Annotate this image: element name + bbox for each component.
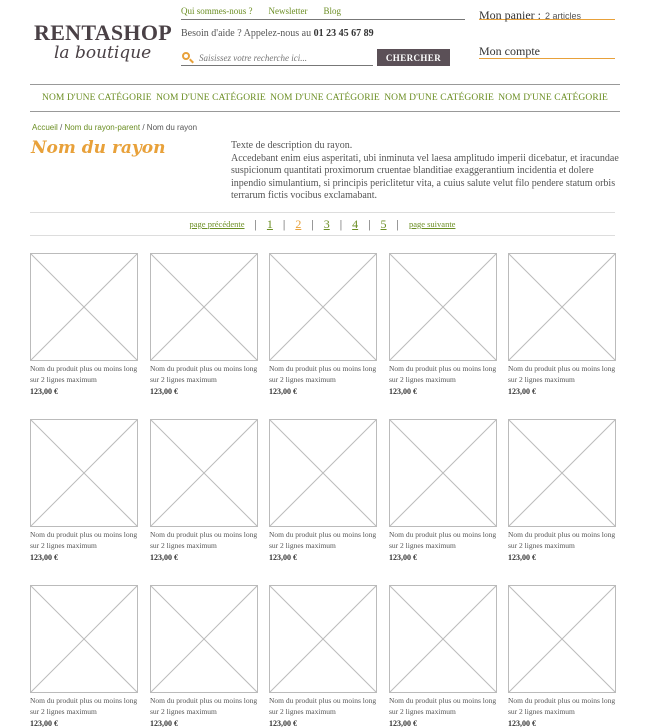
product-card[interactable] [30, 253, 138, 396]
product-card[interactable] [508, 585, 616, 728]
product-price: 123,00 € [508, 719, 536, 728]
product-card[interactable] [30, 419, 138, 562]
product-name[interactable]: Nom du produit plus ou moins long sur 2 lignes maximum [389, 696, 497, 716]
description-body: Accedebant enim eius asperitati, ubi inminuta vel laesa amplitudo imperii dicebatur, et iracundae suspicionum quantitati proximorum cruentae blanditiae exaggerantium incidentia et dolere inpendio simulantium, si principis periclitetur vita, a cuius salute velut filo pendere statum orbis terrarum fictis vocibus exclamabant. [231, 152, 619, 201]
nav-category-5[interactable]: NOM D'UNE CATÉGORIE [498, 93, 608, 103]
product-price: 123,00 € [269, 387, 297, 396]
logo-sub-text: la boutique [54, 43, 152, 63]
product-name[interactable]: Nom du produit plus ou moins long sur 2 lignes maximum [389, 364, 497, 384]
product-price: 123,00 € [150, 719, 178, 728]
cart-title: Mon panier : [479, 8, 541, 22]
product-image-placeholder[interactable] [508, 253, 616, 361]
pagination-page-3[interactable]: 3 [323, 216, 330, 231]
product-price: 123,00 € [508, 553, 536, 562]
top-links [181, 6, 465, 20]
product-image-placeholder[interactable] [30, 419, 138, 527]
pagination [30, 212, 615, 236]
product-image-placeholder[interactable] [150, 253, 258, 361]
pagination-page-1[interactable]: 1 [266, 216, 273, 231]
pagination-page-4[interactable]: 4 [352, 216, 359, 231]
product-name[interactable]: Nom du produit plus ou moins long sur 2 lignes maximum [150, 530, 258, 550]
pagination-separator: | [368, 216, 371, 231]
help-text: Besoin d'aide ? Appelez-nous au [181, 28, 312, 39]
product-image-placeholder[interactable] [389, 253, 497, 361]
category-nav [30, 84, 620, 112]
description-heading: Texte de description du rayon. [231, 140, 353, 151]
logo-main-text: RENTASHOP [34, 20, 172, 45]
product-price: 123,00 € [269, 719, 297, 728]
product-name[interactable]: Nom du produit plus ou moins long sur 2 lignes maximum [269, 364, 377, 384]
help-line [181, 28, 374, 39]
category-description [231, 140, 619, 203]
product-image-placeholder[interactable] [508, 585, 616, 693]
pagination-prev[interactable]: page précédente [189, 219, 245, 229]
pagination-separator: | [311, 216, 314, 231]
breadcrumb-parent[interactable]: Nom du rayon-parent [64, 123, 141, 132]
product-image-placeholder[interactable] [150, 419, 258, 527]
product-card[interactable] [150, 585, 258, 728]
nav-category-1[interactable]: NOM D'UNE CATÉGORIE [42, 93, 152, 103]
product-card[interactable] [150, 253, 258, 396]
pagination-separator: | [339, 216, 343, 231]
product-image-placeholder[interactable] [508, 419, 616, 527]
product-name[interactable]: Nom du produit plus ou moins long sur 2 lignes maximum [150, 696, 258, 716]
product-card[interactable] [269, 585, 377, 728]
product-image-placeholder[interactable] [389, 585, 497, 693]
nav-category-3[interactable]: NOM D'UNE CATÉGORIE [270, 93, 380, 103]
breadcrumb-separator: / [60, 123, 63, 132]
product-price: 123,00 € [150, 387, 178, 396]
pagination-separator: | [282, 216, 286, 231]
pagination-separator: | [396, 216, 399, 231]
product-name[interactable]: Nom du produit plus ou moins long sur 2 lignes maximum [30, 530, 138, 550]
product-name[interactable]: Nom du produit plus ou moins long sur 2 lignes maximum [269, 530, 377, 550]
product-image-placeholder[interactable] [269, 585, 377, 693]
product-card[interactable] [508, 419, 616, 562]
product-name[interactable]: Nom du produit plus ou moins long sur 2 lignes maximum [30, 364, 138, 384]
product-card[interactable] [269, 253, 377, 396]
product-name[interactable]: Nom du produit plus ou moins long sur 2 lignes maximum [30, 696, 138, 716]
product-name[interactable]: Nom du produit plus ou moins long sur 2 lignes maximum [150, 364, 258, 384]
product-price: 123,00 € [30, 387, 58, 396]
pagination-page-5[interactable]: 5 [380, 216, 387, 231]
search-icon [181, 51, 195, 65]
breadcrumb [32, 123, 197, 132]
product-card[interactable] [508, 253, 616, 396]
pagination-next[interactable]: page suivante [408, 219, 456, 229]
pagination-page-2[interactable]: 2 [295, 216, 302, 231]
product-card[interactable] [30, 585, 138, 728]
product-price: 123,00 € [150, 553, 178, 562]
link-newsletter[interactable]: Newsletter [268, 6, 308, 16]
product-name[interactable]: Nom du produit plus ou moins long sur 2 lignes maximum [389, 530, 497, 550]
product-card[interactable] [389, 585, 497, 728]
product-price: 123,00 € [389, 719, 417, 728]
account-link[interactable]: Mon compte [479, 44, 615, 59]
link-about[interactable]: Qui sommes-nous ? [181, 6, 253, 16]
product-price: 123,00 € [508, 387, 536, 396]
product-name[interactable]: Nom du produit plus ou moins long sur 2 lignes maximum [508, 364, 616, 384]
page-title: Nom du rayon [31, 138, 166, 158]
product-price: 123,00 € [269, 553, 297, 562]
logo[interactable] [34, 20, 172, 63]
product-name[interactable]: Nom du produit plus ou moins long sur 2 lignes maximum [269, 696, 377, 716]
product-name[interactable]: Nom du produit plus ou moins long sur 2 lignes maximum [508, 696, 616, 716]
breadcrumb-home[interactable]: Accueil [32, 123, 58, 132]
product-name[interactable]: Nom du produit plus ou moins long sur 2 lignes maximum [508, 530, 616, 550]
nav-category-2[interactable]: NOM D'UNE CATÉGORIE [156, 93, 266, 103]
search-button[interactable]: CHERCHER [377, 49, 450, 66]
search-bar [181, 50, 373, 66]
product-card[interactable] [150, 419, 258, 562]
help-phone: 01 23 45 67 89 [313, 28, 374, 39]
pagination-separator: | [254, 216, 257, 231]
product-card[interactable] [389, 253, 497, 396]
nav-category-4[interactable]: NOM D'UNE CATÉGORIE [384, 93, 494, 103]
product-image-placeholder[interactable] [269, 419, 377, 527]
product-price: 123,00 € [389, 553, 417, 562]
product-image-placeholder[interactable] [150, 585, 258, 693]
search-input[interactable] [199, 53, 369, 63]
cart[interactable] [479, 6, 615, 20]
product-image-placeholder[interactable] [389, 419, 497, 527]
breadcrumb-separator: / [142, 123, 145, 132]
product-price: 123,00 € [30, 719, 58, 728]
product-card[interactable] [269, 419, 377, 562]
cart-count: 2 articles [545, 11, 582, 21]
breadcrumb-current: Nom du rayon [146, 123, 198, 132]
product-card[interactable] [389, 419, 497, 562]
product-image-placeholder[interactable] [269, 253, 377, 361]
link-blog[interactable]: Blog [323, 6, 341, 16]
product-image-placeholder[interactable] [30, 253, 138, 361]
product-price: 123,00 € [30, 553, 58, 562]
product-image-placeholder[interactable] [30, 585, 138, 693]
product-price: 123,00 € [389, 387, 417, 396]
